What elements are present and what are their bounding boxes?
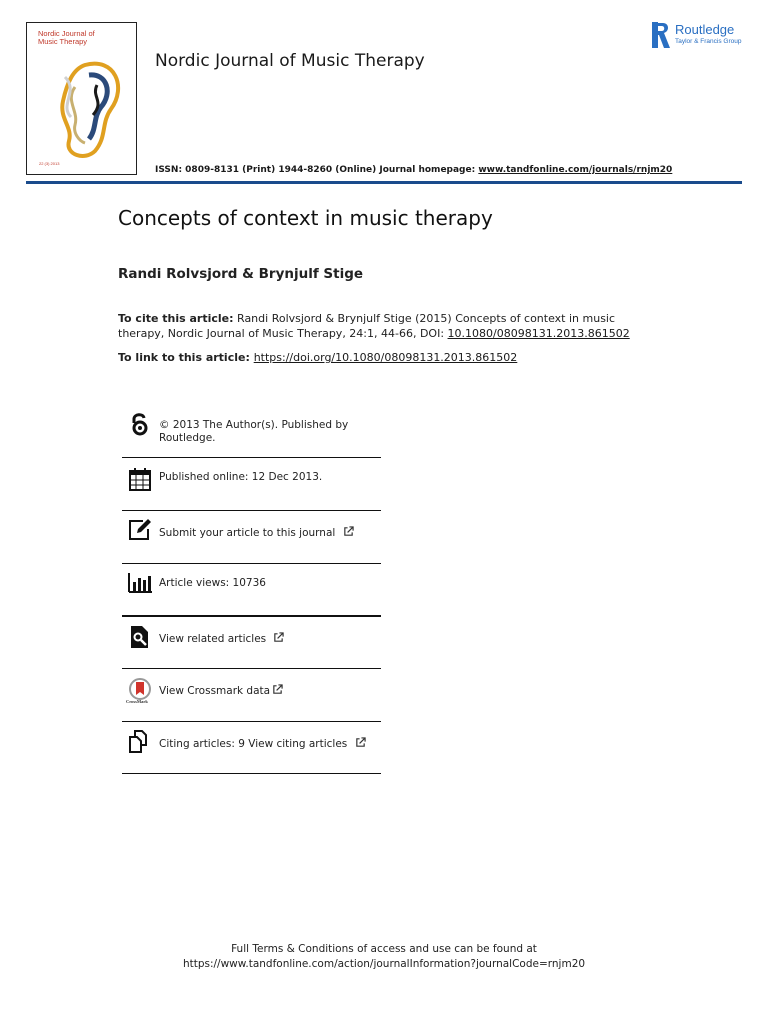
cite-doi-link[interactable]: 10.1080/08098131.2013.861502 xyxy=(447,327,630,340)
journal-homepage-link[interactable]: www.tandfonline.com/journals/rnjm20 xyxy=(478,165,673,175)
citing-articles-icon xyxy=(127,728,153,754)
footer-terms-link[interactable]: https://www.tandfonline.com/action/journalInformation?journalCode=rnjm20 xyxy=(182,958,586,970)
edit-icon xyxy=(127,517,153,543)
article-doi-link[interactable]: https://doi.org/10.1080/08098131.2013.861502 xyxy=(253,351,518,364)
related-articles-text: View related articles xyxy=(159,633,267,645)
row-divider xyxy=(122,773,381,774)
document-search-icon xyxy=(127,624,153,650)
issn-line xyxy=(155,165,672,175)
article-views-text: Article views: 10736 xyxy=(159,577,266,589)
article-title: Concepts of context in music therapy xyxy=(118,206,493,230)
footer-line1: Full Terms & Conditions of access and use can be found at xyxy=(231,943,537,955)
journal-cover[interactable] xyxy=(26,22,137,175)
crossmark-icon xyxy=(127,678,153,708)
citation-block xyxy=(118,311,638,341)
open-access-icon xyxy=(127,412,153,438)
cover-title-line2: Music Therapy xyxy=(38,37,88,46)
cite-label: To cite this article: xyxy=(118,312,234,325)
publisher-group: Taylor & Francis Group xyxy=(675,38,742,45)
link-label: To link to this article: xyxy=(118,351,254,364)
terms-footer xyxy=(0,942,768,972)
open-access-row xyxy=(122,410,381,456)
submit-article-link[interactable] xyxy=(159,526,354,540)
external-link-icon xyxy=(273,632,284,643)
published-row xyxy=(122,458,381,510)
related-articles-row[interactable] xyxy=(122,617,381,668)
article-views-row xyxy=(122,564,381,616)
header-divider xyxy=(26,181,742,184)
submit-article-row[interactable] xyxy=(122,511,381,563)
article-link-line xyxy=(118,351,517,364)
cover-title-line1: Nordic Journal of xyxy=(38,29,95,38)
crossmark-row[interactable] xyxy=(122,669,381,721)
cite-text: Randi Rolvsjord & Brynjulf Stige (2015) Concepts of context in music therapy, Nordic Journal of Music Therapy, 24:1, 44-66, DOI: xyxy=(118,312,616,340)
crossmark-text: View Crossmark data xyxy=(159,685,271,697)
crossmark-badge-text: CrossMark xyxy=(126,699,148,704)
open-access-text xyxy=(159,419,348,445)
bar-chart-icon xyxy=(127,570,153,596)
crossmark-link[interactable] xyxy=(159,684,283,698)
article-authors[interactable]: Randi Rolvsjord & Brynjulf Stige xyxy=(118,266,364,282)
open-access-line1: © 2013 The Author(s). Published by xyxy=(159,419,349,431)
cover-ear-art xyxy=(45,57,127,159)
publisher-name: Routledge xyxy=(675,22,735,37)
issn-text: ISSN: 0809-8131 (Print) 1944-8260 (Online) Journal homepage: xyxy=(155,165,479,175)
open-access-line2: Routledge. xyxy=(159,432,216,444)
external-link-icon xyxy=(343,526,354,537)
journal-name[interactable]: Nordic Journal of Music Therapy xyxy=(155,51,425,71)
publisher-logo[interactable] xyxy=(652,22,748,50)
related-articles-link[interactable] xyxy=(159,632,284,646)
submit-article-text: Submit your article to this journal xyxy=(159,527,336,539)
routledge-r-icon xyxy=(652,22,670,48)
cover-footnote: 22 (3) 2013 xyxy=(39,161,60,166)
citing-articles-text: Citing articles: 9 View citing articles xyxy=(159,738,348,750)
published-date-text: Published online: 12 Dec 2013. xyxy=(159,471,323,483)
external-link-icon xyxy=(272,684,283,695)
citing-articles-link[interactable] xyxy=(159,737,366,751)
external-link-icon xyxy=(355,737,366,748)
calendar-icon xyxy=(127,466,153,492)
cover-title xyxy=(38,30,128,46)
citing-articles-row[interactable] xyxy=(122,722,381,774)
